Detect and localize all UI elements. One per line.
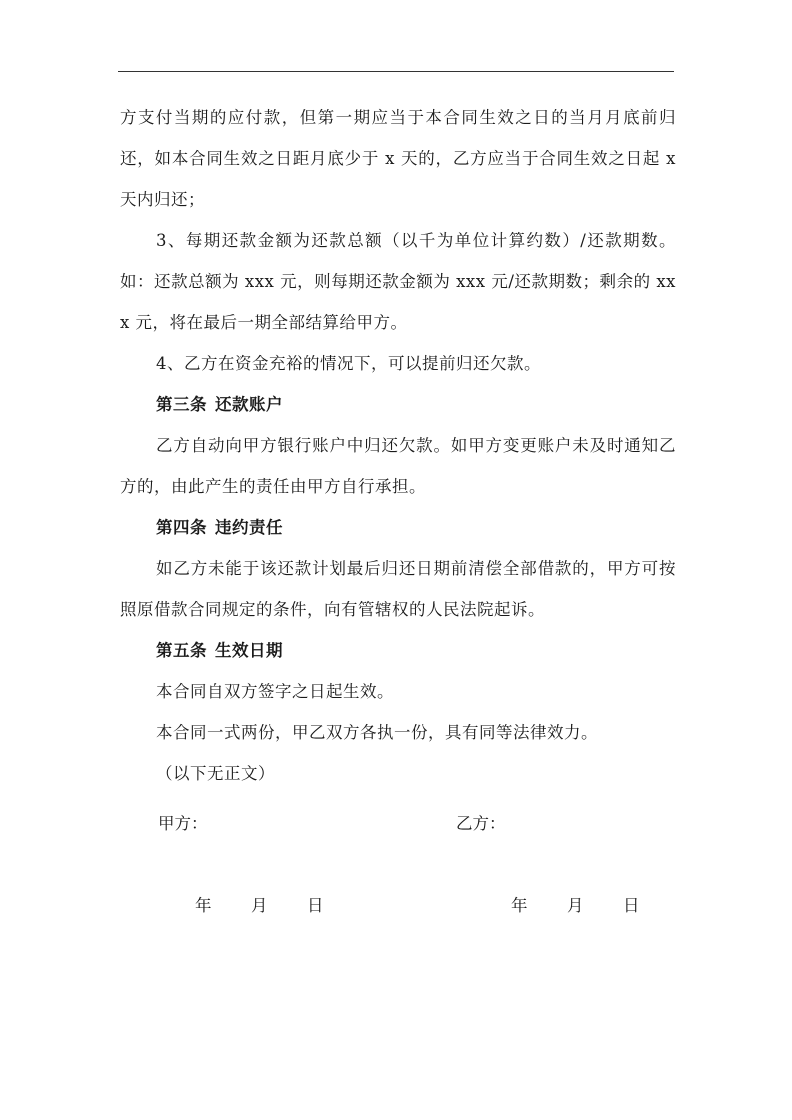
paragraph-no-further-text: （以下无正文）	[156, 764, 275, 783]
paragraph-liability: 如乙方未能于该还款计划最后归还日期前清偿全部借款的，甲方可按照原借款合同规定的条件，向有管辖权的人民法院起诉。	[120, 559, 676, 619]
article-3-number: 第三条	[156, 395, 207, 414]
article-4-number: 第四条	[156, 518, 207, 537]
contract-body	[120, 97, 676, 794]
party-a-label: 甲方：	[158, 814, 208, 833]
paragraph-copies: 本合同一式两份，甲乙双方各执一份，具有同等法律效力。	[156, 723, 598, 742]
paragraph-clause-4: 4、乙方在资金充裕的情况下，可以提前归还欠款。	[156, 354, 541, 373]
party-a-year: 年	[195, 896, 212, 915]
paragraph-repayment-account: 乙方自动向甲方银行账户中归还欠款。如甲方变更账户未及时通知乙方的，由此产生的责任由甲方自行承担。	[120, 436, 676, 496]
paragraph-clause-3: 3、每期还款金额为还款总额（以千为单位计算约数）/还款期数。如：还款总额为 xxx 元，则每期还款金额为 xxx 元/还款期数；剩余的 xxx 元，将在最后一期全部结算给甲方。	[120, 231, 676, 332]
article-4-heading	[120, 507, 676, 548]
article-3-heading	[120, 384, 676, 425]
article-5-title: 生效日期	[215, 641, 283, 660]
party-b-day: 日	[623, 896, 640, 915]
party-b-month: 月	[567, 896, 584, 915]
article-3-title: 还款账户	[215, 395, 283, 414]
header-rule	[118, 71, 674, 72]
article-5-number: 第五条	[156, 641, 207, 660]
party-b-year: 年	[511, 896, 528, 915]
paragraph-continuation: 方支付当期的应付款，但第一期应当于本合同生效之日的当月月底前归还，如本合同生效之日距月底少于 x 天的，乙方应当于合同生效之日起 x 天内归还；	[120, 108, 676, 209]
article-5-heading	[120, 630, 676, 671]
party-a-day: 日	[307, 896, 324, 915]
article-4-title: 违约责任	[215, 518, 283, 537]
party-a-month: 月	[251, 896, 268, 915]
paragraph-effective: 本合同自双方签字之日起生效。	[156, 682, 394, 701]
party-b-label: 乙方：	[456, 814, 506, 833]
